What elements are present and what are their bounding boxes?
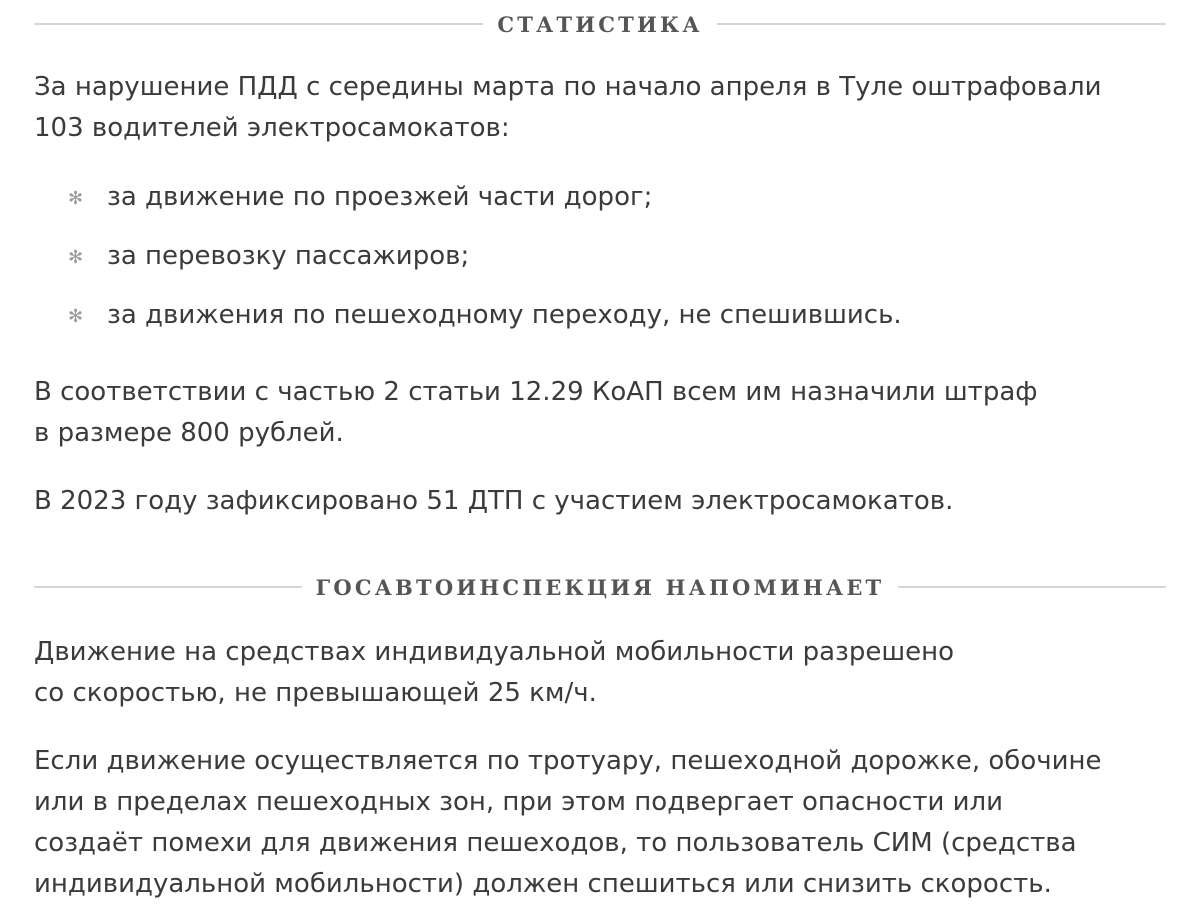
text-line: со скоростью, не превышающей 25 км/ч. bbox=[34, 678, 597, 708]
statistics-intro bbox=[34, 67, 1166, 149]
accidents-paragraph bbox=[34, 481, 1166, 522]
violations-list bbox=[34, 168, 1166, 345]
list-item-text: за движения по пешеходному переходу, не спешившись. bbox=[107, 300, 902, 330]
text-line: индивидуальной мобильности) должен спешиться или снизить скорость. bbox=[34, 869, 1052, 899]
speed-paragraph bbox=[34, 632, 1166, 714]
sidewalk-paragraph bbox=[34, 741, 1166, 905]
text-line: В соответствии с частью 2 статьи 12.29 КоАП всем им назначили штраф bbox=[34, 377, 1038, 407]
asterisk-icon: ✻ bbox=[68, 246, 84, 268]
text-line: в размере 800 рублей. bbox=[34, 418, 344, 448]
text-line: 103 водителей электросамокатов: bbox=[34, 113, 510, 143]
text-line: Если движение осуществляется по тротуару, пешеходной дорожке, обочине bbox=[34, 746, 1102, 776]
divider-right bbox=[717, 23, 1166, 25]
asterisk-icon: ✻ bbox=[68, 305, 84, 327]
asterisk-icon: ✻ bbox=[68, 187, 84, 209]
divider-right bbox=[898, 586, 1166, 588]
text-line: Движение на средствах индивидуальной мобильности разрешено bbox=[34, 637, 955, 667]
list-item-text: за перевозку пассажиров; bbox=[107, 241, 470, 271]
section-header-statistics bbox=[34, 0, 1166, 48]
divider-left bbox=[34, 23, 483, 25]
list-item bbox=[34, 168, 1166, 227]
section-title: ГОСАВТОИНСПЕКЦИЯ НАПОМИНАЕТ bbox=[315, 574, 885, 600]
section-header-reminder bbox=[34, 563, 1166, 611]
list-item-text: за движение по проезжей части дорог; bbox=[107, 182, 653, 212]
list-item bbox=[34, 227, 1166, 286]
section-title: СТАТИСТИКА bbox=[497, 11, 703, 37]
text-line: создаёт помехи для движения пешеходов, то пользователь СИМ (средства bbox=[34, 828, 1077, 858]
divider-left bbox=[34, 586, 302, 588]
list-item bbox=[34, 286, 1166, 345]
text-line: или в пределах пешеходных зон, при этом подвергает опасности или bbox=[34, 787, 1004, 817]
fine-paragraph bbox=[34, 372, 1166, 454]
text-line: За нарушение ПДД с середины марта по начало апреля в Туле оштрафовали bbox=[34, 72, 1102, 102]
text-line: В 2023 году зафиксировано 51 ДТП с участием электросамокатов. bbox=[34, 486, 954, 516]
